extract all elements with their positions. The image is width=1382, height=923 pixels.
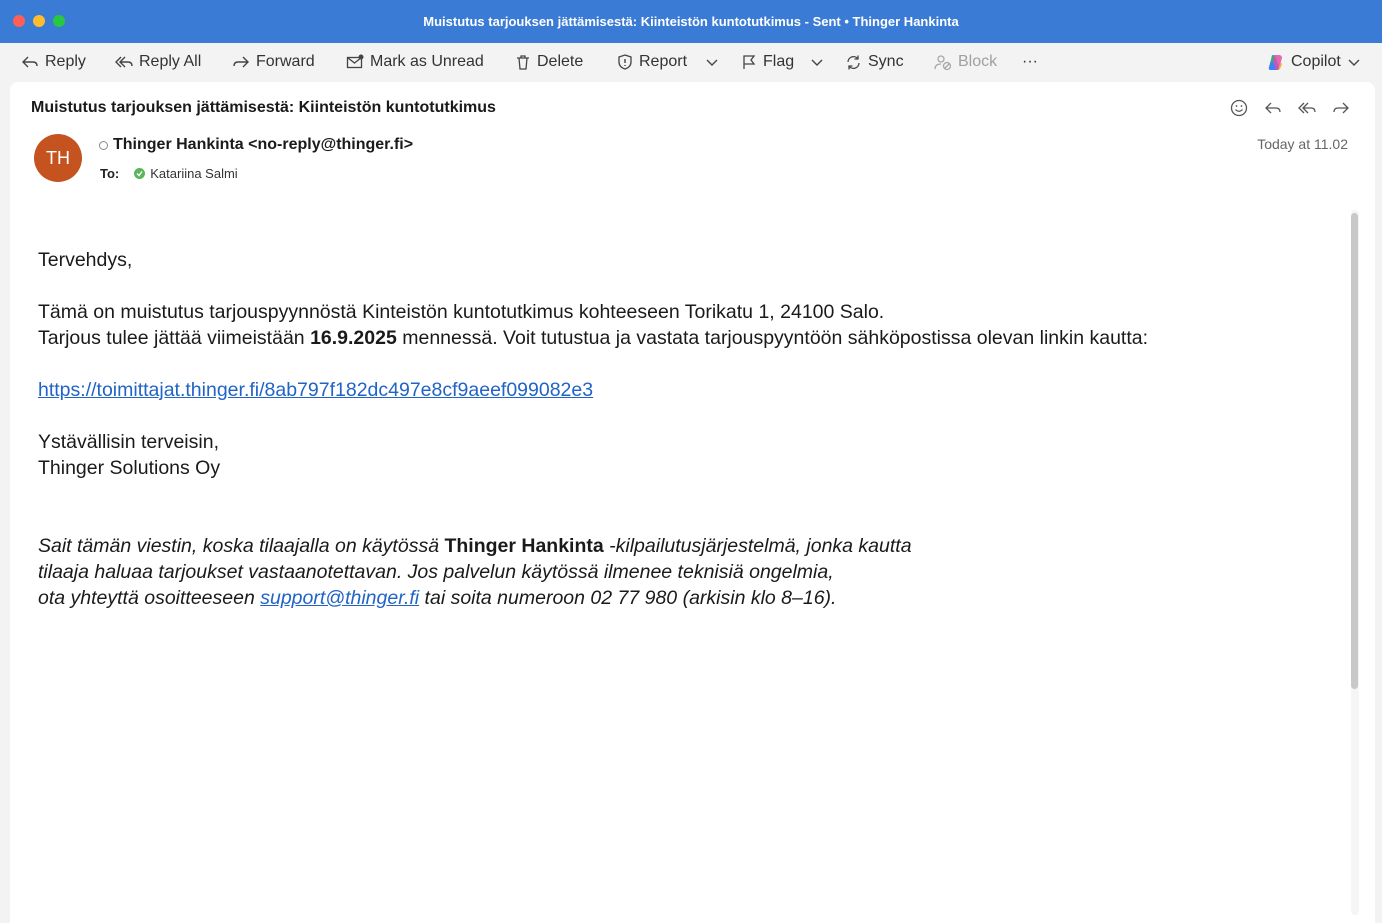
- forward-button[interactable]: [232, 43, 315, 81]
- deadline-date: 16.9.2025: [310, 327, 397, 349]
- message-pane: [10, 82, 1375, 923]
- window-title: Muistutus tarjouksen jättämisestä: Kiinteistön kuntotutkimus - Sent • Thinger Hankinta: [423, 14, 959, 29]
- report-icon: [617, 54, 633, 70]
- message-date: Today at 11.02: [1257, 136, 1348, 152]
- mark-unread-button[interactable]: [346, 43, 484, 81]
- footer-line-3-pre: ota yhteyttä osoitteeseen: [38, 587, 261, 609]
- flag-dropdown[interactable]: [810, 43, 824, 81]
- block-label: Block: [958, 53, 998, 70]
- footer-line-1-pre: Sait tämän viestin, koska tilaajalla on käytössä: [38, 535, 445, 557]
- reply-icon: [21, 54, 39, 70]
- tender-link[interactable]: https://toimittajat.thinger.fi/8ab797f182dc497e8cf9aeef099082e3: [38, 379, 594, 401]
- footer-line-1-post: -kilpailutusjärjestelmä, jonka kautta: [603, 535, 912, 557]
- reply-button[interactable]: [21, 43, 86, 81]
- toolbar: [0, 43, 1382, 81]
- report-dropdown[interactable]: [705, 43, 719, 81]
- footer-line-3-post: tai soita numeroon 02 77 980 (arkisin klo 8–16).: [419, 587, 837, 609]
- closing: Ystävällisin terveisin,: [38, 431, 219, 453]
- mark-unread-icon: [346, 54, 364, 70]
- sync-button[interactable]: [845, 43, 904, 81]
- footer-line-2: tilaaja haluaa tarjoukset vastaanotettavan. Jos palvelun käytössä ilmenee teknisiä ongelmia,: [38, 561, 834, 583]
- reply-icon[interactable]: [1263, 98, 1283, 118]
- sync-label: Sync: [868, 53, 904, 70]
- forward-icon[interactable]: [1331, 98, 1351, 118]
- block-icon: [934, 54, 952, 70]
- footer-line-1: [38, 533, 1318, 559]
- to-label: To:: [100, 166, 120, 181]
- more-options-button[interactable]: [1022, 43, 1038, 81]
- chevron-down-icon: [705, 57, 719, 67]
- body-line-1: Tämä on muistutus tarjouspyynnöstä Kinteistön kuntotutkimus kohteeseen Torikatu 1, 24100 Salo.: [38, 301, 885, 323]
- delete-label: Delete: [537, 53, 584, 70]
- block-button[interactable]: [934, 43, 997, 81]
- reply-all-icon: [115, 54, 133, 70]
- reply-label: Reply: [45, 53, 86, 70]
- message-actions: [1229, 98, 1351, 118]
- presence-offline-icon: [99, 141, 108, 150]
- presence-available-icon: [134, 168, 145, 179]
- sender-name[interactable]: Thinger Hankinta <no-reply@thinger.fi>: [113, 136, 414, 153]
- footer-brand: Thinger Hankinta: [444, 535, 604, 557]
- scrollbar-thumb[interactable]: [1351, 213, 1358, 689]
- title-bar: [0, 0, 1382, 43]
- message-subject: Muistutus tarjouksen jättämisestä: Kiinteistön kuntotutkimus: [31, 99, 496, 116]
- report-button[interactable]: [617, 43, 687, 81]
- mark-unread-label: Mark as Unread: [370, 53, 484, 70]
- delete-button[interactable]: [515, 43, 583, 81]
- greeting: Tervehdys,: [38, 249, 133, 271]
- flag-icon: [741, 54, 757, 70]
- sender-line: [99, 136, 413, 154]
- sync-icon: [845, 54, 862, 71]
- report-label: Report: [639, 53, 688, 70]
- message-body: [38, 247, 1318, 611]
- more-label: ···: [1022, 53, 1038, 70]
- chevron-down-icon: [810, 57, 824, 67]
- copilot-button[interactable]: [1266, 43, 1361, 81]
- flag-button[interactable]: [741, 43, 794, 81]
- signature: Thinger Solutions Oy: [38, 457, 221, 479]
- support-email-link[interactable]: support@thinger.fi: [260, 587, 420, 609]
- copilot-label: Copilot: [1291, 53, 1341, 70]
- delete-icon: [515, 54, 531, 70]
- forward-label: Forward: [256, 53, 315, 70]
- recipients-line: [100, 166, 238, 181]
- body-line-2: [38, 325, 1318, 351]
- body-line-2-pre: Tarjous tulee jättää viimeistään: [38, 327, 311, 349]
- chevron-down-icon: [1347, 57, 1361, 67]
- footer-line-3: [38, 585, 1318, 611]
- copilot-icon: [1266, 53, 1285, 72]
- avatar[interactable]: TH: [34, 134, 82, 182]
- body-line-2-post: mennessä. Voit tutustua ja vastata tarjouspyyntöön sähköpostissa olevan linkin kautta:: [396, 327, 1149, 349]
- reply-all-button[interactable]: [115, 43, 201, 81]
- reply-all-icon[interactable]: [1297, 98, 1317, 118]
- emoji-icon[interactable]: [1229, 98, 1249, 118]
- reply-all-label: Reply All: [139, 53, 202, 70]
- recipient-name[interactable]: Katariina Salmi: [150, 166, 238, 181]
- forward-icon: [232, 54, 250, 70]
- flag-label: Flag: [763, 53, 795, 70]
